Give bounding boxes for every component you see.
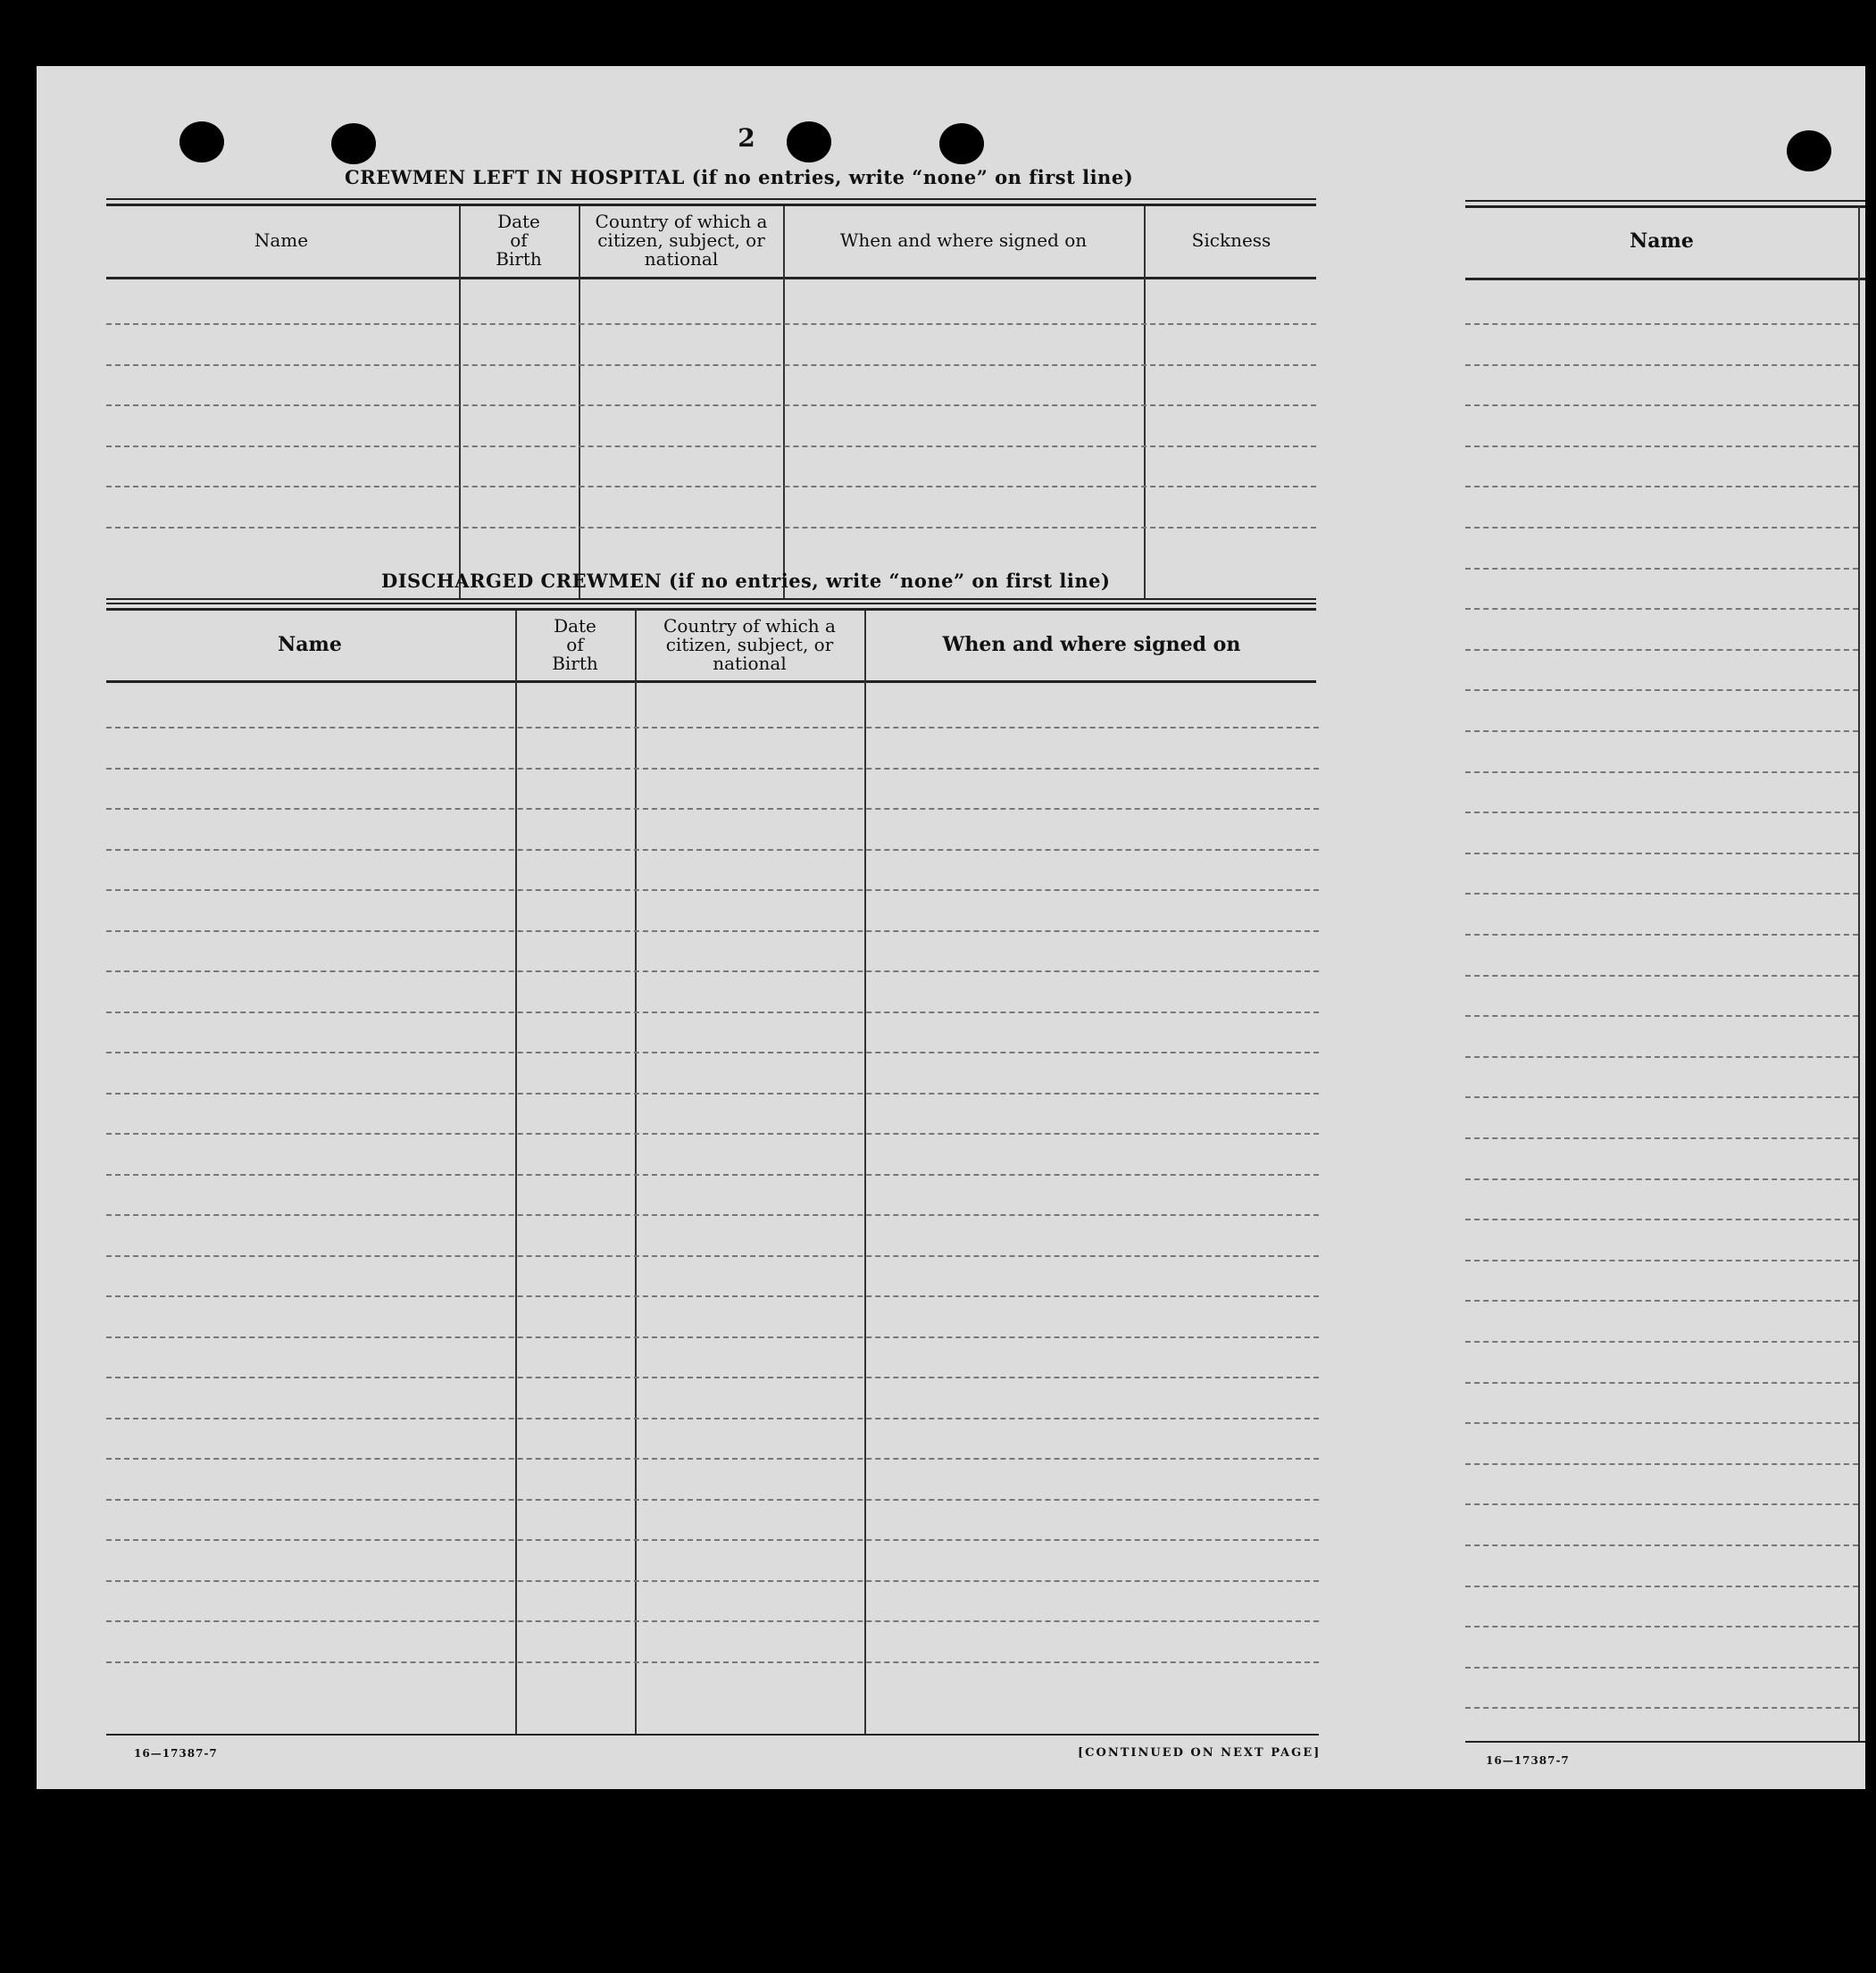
- discharged-entry-line: [106, 1620, 1319, 1622]
- right-page-entry-line: [1465, 1137, 1858, 1139]
- hospital-divider: [459, 206, 461, 599]
- hospital-col-name: Name: [254, 229, 309, 251]
- right-page-entry-line: [1465, 1260, 1858, 1261]
- discharged-col-signed-on: When and where signed on: [942, 632, 1241, 656]
- right-page-entry-line: [1465, 1341, 1858, 1343]
- right-page-entry-line: [1465, 527, 1858, 529]
- discharged-divider: [635, 611, 637, 1734]
- hospital-entry-line: [106, 404, 1316, 406]
- hospital-bottom-rule: [106, 598, 1316, 600]
- hospital-divider: [1144, 206, 1146, 599]
- right-page-entry-line: [1465, 608, 1858, 610]
- hospital-entry-line: [106, 527, 1316, 529]
- hospital-top-rule: [106, 204, 1316, 206]
- right-page-col-name: Name: [1630, 229, 1694, 253]
- discharged-entry-line: [106, 1336, 1319, 1338]
- discharged-entry-line: [106, 1499, 1319, 1501]
- discharged-divider: [515, 611, 517, 1734]
- right-page-entry-line: [1465, 486, 1858, 487]
- hospital-top-rule: [106, 198, 1316, 200]
- right-page-entry-line: [1465, 445, 1858, 447]
- right-page-divider: [1858, 206, 1860, 1742]
- right-page-entry-line: [1465, 1463, 1858, 1465]
- punch-hole: [331, 123, 376, 164]
- right-page-entry-line: [1465, 1544, 1858, 1546]
- discharged-entry-line: [106, 1377, 1319, 1378]
- hospital-col-sickness: Sickness: [1191, 229, 1272, 251]
- right-page-entry-line: [1465, 1382, 1858, 1384]
- right-page-entry-line: [1465, 975, 1858, 977]
- page-number: 2: [738, 123, 755, 153]
- right-page-top-rule: [1465, 200, 1865, 202]
- discharged-entry-line: [106, 930, 1319, 932]
- hospital-col-signed-on: When and where signed on: [839, 229, 1088, 251]
- discharged-top-rule: [106, 603, 1316, 604]
- right-page-entry-line: [1465, 364, 1858, 366]
- right-page-entry-line: [1465, 689, 1858, 691]
- discharged-entry-line: [106, 1093, 1319, 1095]
- continued-note: [CONTINUED ON NEXT PAGE]: [1078, 1746, 1322, 1760]
- discharged-entry-line: [106, 1011, 1319, 1013]
- discharged-entry-line: [106, 1458, 1319, 1460]
- hospital-section-title: CREWMEN LEFT IN HOSPITAL (if no entries, write “none” on first line): [345, 166, 1134, 188]
- discharged-entry-line: [106, 808, 1319, 810]
- discharged-entry-line: [106, 1580, 1319, 1582]
- punch-hole: [179, 121, 224, 162]
- right-page-entry-line: [1465, 1178, 1858, 1180]
- discharged-col-birth: Date of Birth: [552, 614, 598, 674]
- discharged-entry-line: [106, 1174, 1319, 1176]
- discharged-entry-line: [106, 727, 1319, 728]
- right-page-entry-line: [1465, 1015, 1858, 1017]
- hospital-entry-line: [106, 323, 1316, 325]
- discharged-entry-line: [106, 889, 1319, 891]
- right-page-entry-line: [1465, 404, 1858, 406]
- right-page-entry-line: [1465, 730, 1858, 732]
- discharged-divider: [864, 611, 866, 1734]
- right-page-entry-line: [1465, 1300, 1858, 1302]
- right-page-entry-line: [1465, 1422, 1858, 1424]
- right-page-entry-line: [1465, 934, 1858, 936]
- hospital-entry-line: [106, 445, 1316, 447]
- discharged-entry-line: [106, 1255, 1319, 1257]
- right-page-entry-line: [1465, 771, 1858, 773]
- right-page-entry-line: [1465, 1586, 1858, 1587]
- discharged-header-rule: [106, 680, 1316, 683]
- right-page-entry-line: [1465, 853, 1858, 854]
- right-page-entry-line: [1465, 1667, 1858, 1669]
- right-page-entry-line: [1465, 1096, 1858, 1098]
- right-page-entry-line: [1465, 1626, 1858, 1628]
- right-page-entry-line: [1465, 1056, 1858, 1058]
- discharged-col-country: Country of which a citizen, subject, or national: [663, 614, 836, 674]
- right-page-entry-line: [1465, 893, 1858, 895]
- discharged-entry-line: [106, 768, 1319, 770]
- right-page-entry-line: [1465, 1503, 1858, 1505]
- discharged-entry-line: [106, 1661, 1319, 1663]
- hospital-entry-line: [106, 486, 1316, 487]
- discharged-col-name: Name: [278, 632, 342, 656]
- discharged-entry-line: [106, 1539, 1319, 1541]
- discharged-entry-line: [106, 970, 1319, 972]
- discharged-entry-line: [106, 1418, 1319, 1419]
- right-page-entry-line: [1465, 649, 1858, 651]
- hospital-divider: [783, 206, 785, 599]
- right-page-entry-line: [1465, 1219, 1858, 1220]
- right-page-entry-line: [1465, 323, 1858, 325]
- right-page-top-rule: [1465, 205, 1865, 208]
- discharged-entry-line: [106, 1133, 1319, 1135]
- punch-hole: [939, 123, 984, 164]
- discharged-entry-line: [106, 1214, 1319, 1216]
- right-page-entry-line: [1465, 1707, 1858, 1709]
- document-sheet: [37, 66, 1865, 1789]
- hospital-header-rule: [106, 277, 1316, 279]
- form-code: 16—17387-7: [134, 1747, 218, 1760]
- discharged-entry-line: [106, 849, 1319, 851]
- right-page-entry-line: [1465, 568, 1858, 570]
- right-page-bottom-rule: [1465, 1741, 1865, 1743]
- punch-hole: [1787, 130, 1831, 171]
- discharged-section-title: DISCHARGED CREWMEN (if no entries, write “none” on first line): [381, 570, 1111, 592]
- discharged-bottom-rule: [106, 1734, 1319, 1736]
- hospital-col-birth: Date of Birth: [496, 210, 542, 270]
- right-page-header-rule: [1465, 278, 1865, 280]
- discharged-top-rule: [106, 608, 1316, 611]
- hospital-divider: [579, 206, 580, 599]
- discharged-entry-line: [106, 1052, 1319, 1053]
- right-page-entry-line: [1465, 812, 1858, 813]
- hospital-entry-line: [106, 364, 1316, 366]
- discharged-entry-line: [106, 1295, 1319, 1297]
- right-page-form-code: 16—17387-7: [1486, 1754, 1570, 1767]
- hospital-col-country: Country of which a citizen, subject, or national: [595, 210, 768, 270]
